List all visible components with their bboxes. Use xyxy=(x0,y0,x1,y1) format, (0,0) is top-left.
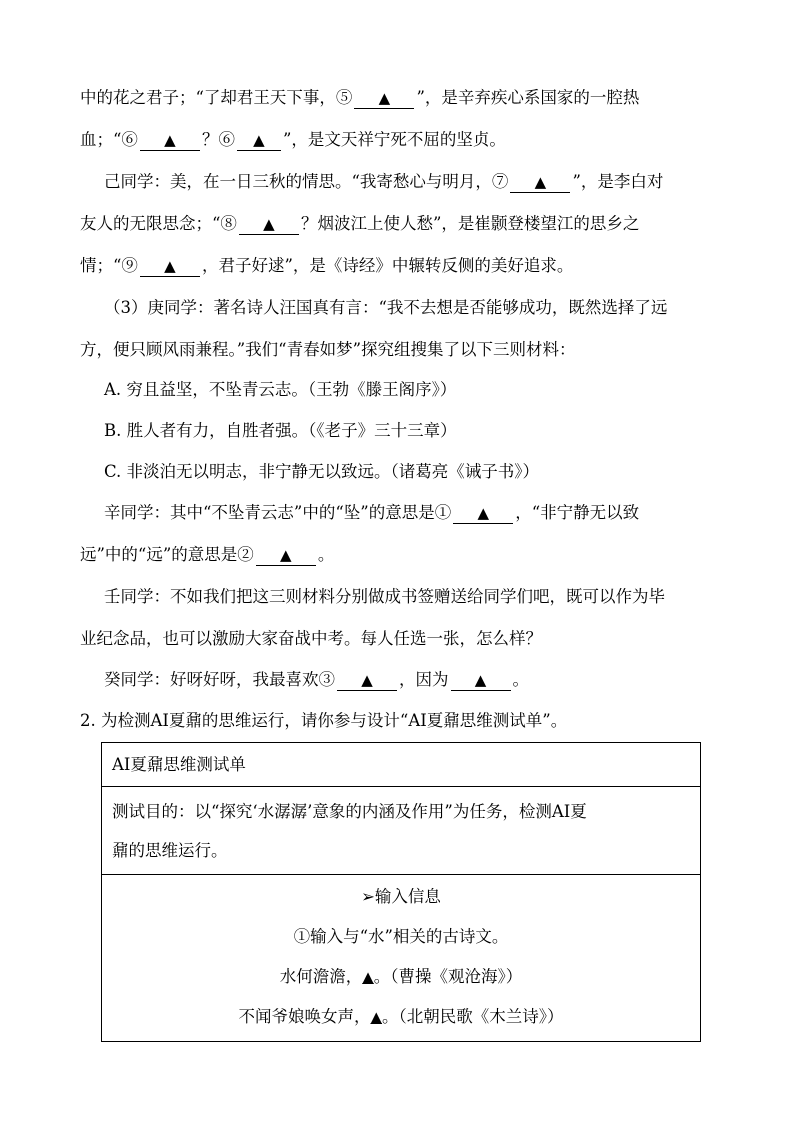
answer-blank-reason[interactable] xyxy=(451,670,511,691)
answer-blank-poem-2[interactable] xyxy=(370,1007,382,1026)
blank-marker: ▲ xyxy=(477,504,490,522)
table-title-row xyxy=(102,743,700,787)
blank-marker: ▲ xyxy=(164,257,176,275)
text-segment: 。 xyxy=(512,670,529,689)
table-purpose-row xyxy=(102,787,700,875)
text-segment: 情；“⑨ xyxy=(80,256,138,275)
answer-blank-poem-1[interactable] xyxy=(362,967,374,986)
answer-blank-6a[interactable] xyxy=(140,130,200,151)
text-line xyxy=(104,170,744,194)
test-sheet-table xyxy=(101,742,701,1042)
text-line xyxy=(80,254,720,278)
blank-marker: ▲ xyxy=(534,173,547,191)
poem-line-1 xyxy=(102,965,700,989)
text-segment: 中的花之君子；“了却君王天下事，⑤ xyxy=(80,88,353,107)
text-segment: 血；“⑥ xyxy=(80,130,138,149)
text-segment: ”，是文天祥宁死不屈的坚贞。 xyxy=(282,130,506,149)
text-segment: ”，是李白对 xyxy=(572,172,664,191)
blank-marker: ▲ xyxy=(370,1008,383,1026)
text-line xyxy=(104,668,744,692)
text-segment: ，君子好逑”，是《诗经》中辗转反侧的美好追求。 xyxy=(201,256,574,275)
answer-blank-5[interactable] xyxy=(354,88,414,109)
text-segment: ，“非宁静无以致 xyxy=(515,503,640,522)
text-line: 业纪念品，也可以激励大家奋战中考。每人任选一张，怎么样？ xyxy=(80,629,542,648)
blank-marker: ▲ xyxy=(361,671,373,689)
text-segment: 。（北朝民歌《木兰诗》） xyxy=(382,1007,564,1026)
blank-marker: ▲ xyxy=(378,89,391,107)
text-line xyxy=(80,86,720,110)
text-line xyxy=(80,212,720,236)
text-segment: 辛同学：其中“不坠青云志”中的“坠”的意思是① xyxy=(104,503,452,522)
blank-marker: ▲ xyxy=(253,131,265,149)
input-heading: ➢输入信息 xyxy=(361,887,441,906)
input-step: ①输入与“水”相关的古诗文。 xyxy=(293,927,509,946)
text-line: 方，便只顾风雨兼程。”我们“青春如梦”探究组搜集了以下三则材料： xyxy=(80,340,576,359)
text-segment: 水何澹澹， xyxy=(279,967,363,986)
purpose-line: 测试目的：以“探究‘水潺潺’意象的内涵及作用”为任务，检测AI夏 xyxy=(112,802,587,821)
answer-blank-7[interactable] xyxy=(510,172,570,193)
blank-marker: ▲ xyxy=(280,546,292,564)
material-b: B. 胜人者有力，自胜者强。（《老子》三十三章） xyxy=(104,421,457,440)
answer-blank-1[interactable] xyxy=(453,503,513,524)
text-segment: 友人的无限思念；“⑧ xyxy=(80,214,237,233)
text-line xyxy=(80,128,720,152)
table-input-row xyxy=(102,875,700,1041)
text-segment: 远”中的“远”的意思是② xyxy=(80,545,254,564)
text-segment: 癸同学：好呀好呀，我最喜欢③ xyxy=(104,670,335,689)
answer-blank-2[interactable] xyxy=(256,545,316,566)
text-segment: ？烟波江上使人愁”，是崔颢登楼望江的思乡之 xyxy=(300,214,640,233)
answer-blank-8[interactable] xyxy=(239,214,299,235)
material-c: C. 非淡泊无以明志，非宁静无以致远。（诸葛亮《诫子书》） xyxy=(104,462,540,481)
answer-blank-3[interactable] xyxy=(337,670,397,691)
blank-marker: ▲ xyxy=(362,968,374,986)
text-segment: ”，是辛弃疾心系国家的一腔热 xyxy=(416,88,640,107)
purpose-line: 鼐的思维运行。 xyxy=(112,841,228,860)
poem-line-2 xyxy=(102,1005,700,1029)
text-segment: 己同学：美，在一日三秋的情思。“我寄愁心与明月，⑦ xyxy=(104,172,509,191)
text-segment: 不闻爷娘唤女声， xyxy=(238,1007,371,1026)
blank-marker: ▲ xyxy=(164,131,176,149)
blank-marker: ▲ xyxy=(474,671,487,689)
question-2: 2. 为检测AI夏鼐的思维运行，请你参与设计“AI夏鼐思维测试单”。 xyxy=(80,711,568,730)
text-segment: ，因为 xyxy=(399,670,449,689)
text-segment: ？⑥ xyxy=(201,130,235,149)
answer-blank-6b[interactable] xyxy=(237,130,281,151)
text-line xyxy=(104,501,744,525)
blank-marker: ▲ xyxy=(263,215,275,233)
text-line: （3）庚同学：著名诗人汪国真有言：“我不去想是否能够成功，既然选择了远 xyxy=(104,298,668,317)
text-segment: 。 xyxy=(317,545,335,564)
text-line: 壬同学：不如我们把这三则材料分别做成书签赠送给同学们吧，既可以作为毕 xyxy=(104,587,665,606)
material-a: A. 穷且益坚，不坠青云志。（王勃《滕王阁序》） xyxy=(104,380,457,399)
table-title: AI夏鼐思维测试单 xyxy=(112,755,246,774)
answer-blank-9[interactable] xyxy=(140,256,200,277)
text-segment: 。（曹操《观沧海》） xyxy=(373,967,523,986)
text-line xyxy=(80,543,720,567)
